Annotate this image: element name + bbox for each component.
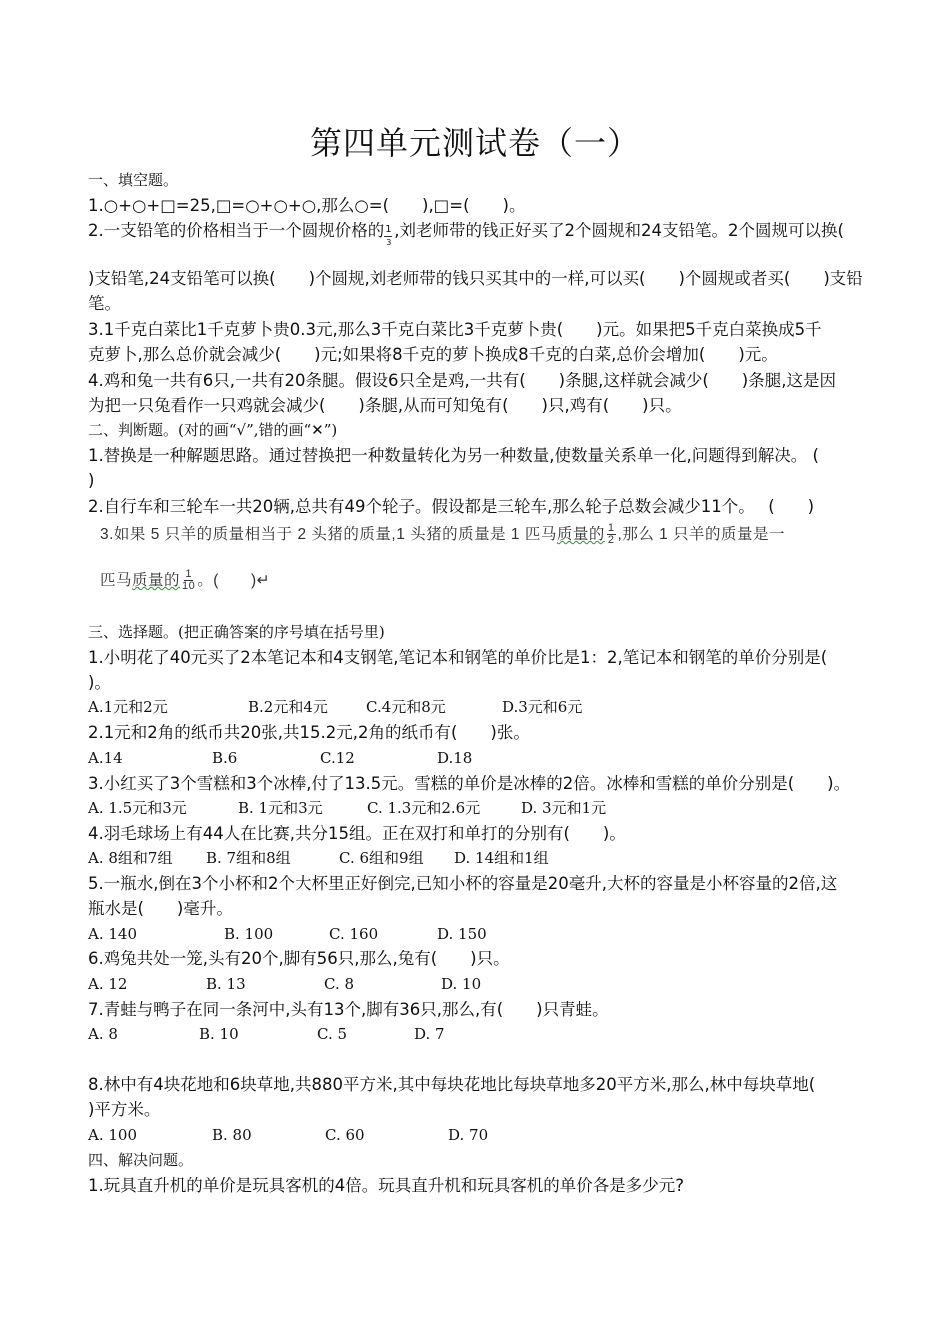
option-c: C. 1.3元和2.6元 <box>367 799 481 817</box>
choice-question-1-line2: )。 <box>88 673 111 692</box>
option-c: C.12 <box>320 749 355 767</box>
fraction-one-tenth: $\frac{1}{10}$ <box>182 568 196 593</box>
option-d: D.18 <box>437 749 473 767</box>
choice-question-7: 7.青蛙与鸭子在同一条河中,头有13个,脚有36只,那么,有( )只青蛙。 <box>88 1000 609 1019</box>
judge-question-3-line2: 匹马质量的 $\frac{1}{10}$ 。( )↵ <box>100 568 271 593</box>
choice-question-6: 6.鸡兔共处一笼,头有20个,脚有56只,那么,兔有( )只。 <box>88 949 510 968</box>
option-a: A. 1.5元和3元 <box>88 799 187 817</box>
fill-question-3-line2: 克萝卜,那么总价就会减少( )元;如果将8千克的萝卜换成8千克的白菜,总价会增加( )元。 <box>88 345 778 364</box>
choice-question-5-line2: 瓶水是( )毫升。 <box>88 899 233 918</box>
option-d: D. 10 <box>441 975 482 993</box>
option-c: C.4元和8元 <box>366 698 446 716</box>
option-b: B. 10 <box>199 1025 239 1043</box>
option-d: D. 14组和1组 <box>454 849 549 867</box>
section-3-heading: 三、选择题。(把正确答案的序号填在括号里) <box>88 623 385 641</box>
fill-question-4-line2: 为把一只兔看作一只鸡就会减少( )条腿,从而可知兔有( )只,鸡有( )只。 <box>88 396 682 415</box>
fill-question-2-line3: 笔。 <box>88 294 121 313</box>
choice-question-1-line1: 1.小明花了40元买了2本笔记本和4支钢笔,笔记本和钢笔的单价比是1：2,笔记本和钢笔的单价分别是( <box>88 648 828 667</box>
judge-question-3-line1: 3.如果 5 只羊的质量相当于 2 头猪的质量,1 头猪的质量是 1 匹马质量的 $\frac{1}{2}$ ,那么 1 只羊的质量是一 <box>100 522 786 547</box>
option-b: B.2元和4元 <box>248 698 328 716</box>
option-c: C. 5 <box>317 1025 348 1043</box>
option-d: D. 7 <box>414 1025 445 1043</box>
option-b: B.6 <box>212 749 238 767</box>
option-c: C. 6组和9组 <box>339 849 424 867</box>
choice-question-2: 2.1元和2角的纸币共20张,共15.2元,2角的纸币有( )张。 <box>88 723 530 742</box>
fill-question-4-line1: 4.鸡和兔一共有6只,一共有20条腿。假设6只全是鸡,一共有( )条腿,这样就会减少( )条腿,这是因 <box>88 371 836 390</box>
option-c: C. 160 <box>329 925 379 943</box>
choice-question-8-line2: )平方米。 <box>88 1100 161 1119</box>
option-b: B. 1元和3元 <box>238 799 323 817</box>
option-d: D. 70 <box>448 1126 489 1144</box>
option-d: D. 150 <box>437 925 487 943</box>
fraction-one-half: $\frac{1}{2}$ <box>607 522 615 547</box>
option-b: B. 80 <box>212 1126 252 1144</box>
problem-question-1: 1.玩具直升机的单价是玩具客机的4倍。玩具直升机和玩具客机的单价各是多少元? <box>88 1176 684 1195</box>
section-4-heading: 四、解决问题。 <box>88 1151 194 1169</box>
fill-question-2-text: 2.一支铅笔的价格相当于一个圆规价格的 <box>88 221 385 240</box>
option-a: A.14 <box>88 749 123 767</box>
option-a: A. 140 <box>88 925 137 943</box>
option-b: B. 100 <box>224 925 274 943</box>
option-d: D.3元和6元 <box>502 698 583 716</box>
option-c: C. 60 <box>325 1126 365 1144</box>
section-2-heading: 二、判断题。(对的画“√”,错的画“✕”) <box>88 421 338 439</box>
choice-question-3: 3.小红买了3个雪糕和3个冰棒,付了13.5元。雪糕的单价是冰棒的2倍。冰棒和雪糕的单价分别是( )。 <box>88 774 851 793</box>
fill-question-2: 2.一支铅笔的价格相当于一个圆规价格的 1 3 ,刘老师带的钱正好买了2个圆规和24支铅笔。2个圆规可以换( <box>88 221 844 247</box>
option-b: B. 13 <box>206 975 246 993</box>
fill-question-2-text-cont: ,刘老师带的钱正好买了2个圆规和24支铅笔。2个圆规可以换( <box>394 221 844 240</box>
choice-question-5-line1: 5.一瓶水,倒在3个小杯和2个大杯里正好倒完,已知小杯的容量是20毫升,大杯的容量是小杯容量的2倍,这 <box>88 874 838 893</box>
judge-question-1-line1: 1.替换是一种解题思路。通过替换把一种数量转化为另一种数量,使数量关系单一化,问题得到解决。 ( <box>88 446 819 465</box>
choice-question-8-line1: 8.林中有4块花地和6块草地,共880平方米,其中每块花地比每块草地多20平方米,那么,林中每块草地( <box>88 1075 816 1094</box>
option-d: D. 3元和1元 <box>521 799 607 817</box>
fill-question-1: 1.○+○+□=25,□=○+○+○,那么○=( ),□=( )。 <box>88 196 526 215</box>
choice-question-4: 4.羽毛球场上有44人在比赛,共分15组。正在双打和单打的分别有( )。 <box>88 824 626 843</box>
page-title: 第四单元测试卷（一） <box>309 124 640 162</box>
option-c: C. 8 <box>324 975 355 993</box>
fill-question-2-line2: )支铅笔,24支铅笔可以换( )个圆规,刘老师带的钱只买其中的一样,可以买( )个圆规或者买( )支铅 <box>88 269 863 288</box>
option-a: A. 12 <box>88 975 128 993</box>
option-a: A. 8 <box>88 1025 118 1043</box>
option-b: B. 7组和8组 <box>206 849 291 867</box>
fill-question-3-line1: 3.1千克白菜比1千克萝卜贵0.3元,那么3千克白菜比3千克萝卜贵( )元。如果把5千克白菜换成5千 <box>88 320 822 339</box>
option-a: A. 8组和7组 <box>88 849 173 867</box>
option-a: A. 100 <box>88 1126 137 1144</box>
option-a: A.1元和2元 <box>88 698 168 716</box>
section-1-heading: 一、填空题。 <box>88 171 179 189</box>
judge-question-1-line2: ) <box>88 471 95 490</box>
judge-question-2: 2.自行车和三轮车一共20辆,总共有49个轮子。假设都是三轮车,那么轮子总数会减少11个。 ( ) <box>88 497 815 516</box>
